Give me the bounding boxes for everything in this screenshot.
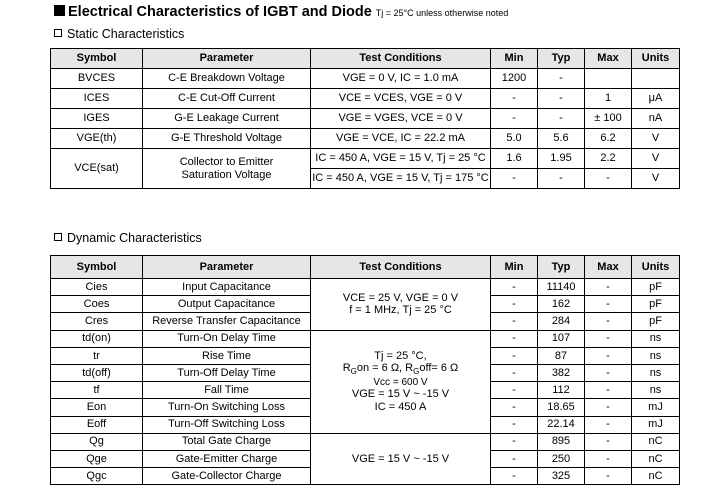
static-section-heading: [54, 27, 184, 41]
cell-symbol: VCE(sat): [51, 149, 143, 189]
parameter-line: Saturation Voltage: [181, 168, 272, 181]
cell-typ: 107: [538, 330, 585, 347]
cell-parameter: [143, 149, 311, 189]
table-header-row: [51, 49, 680, 69]
column-header-test-conditions: Test Conditions: [311, 49, 491, 69]
cell-conditions: VCE = VCES, VGE = 0 V: [311, 89, 491, 109]
cell-max: -: [585, 313, 632, 330]
static-section-title: Static Characteristics: [67, 27, 185, 41]
text-fragment: on = 6 Ω, R: [356, 362, 414, 375]
column-header-units: Units: [632, 49, 680, 69]
cell-min: -: [491, 450, 538, 467]
cell-unit: pF: [632, 279, 680, 296]
cell-max: 1: [585, 89, 632, 109]
cell-max: -: [585, 416, 632, 433]
column-header-parameter: Parameter: [143, 49, 311, 69]
cell-typ: -: [538, 109, 585, 129]
cell-max: -: [585, 347, 632, 364]
cell-unit: V: [632, 169, 680, 189]
cell-max: -: [585, 169, 632, 189]
cell-max: -: [585, 399, 632, 416]
cell-min: -: [491, 169, 538, 189]
cell-conditions: VGE = VGES, VCE = 0 V: [311, 109, 491, 129]
conditions-line-resistance: [311, 362, 490, 376]
dynamic-characteristics-table: [50, 255, 680, 485]
cell-unit: ns: [632, 364, 680, 381]
table-row: [51, 69, 680, 89]
cell-unit: nC: [632, 433, 680, 450]
cell-parameter: C-E Cut-Off Current: [143, 89, 311, 109]
cell-max: ± 100: [585, 109, 632, 129]
table-row: [51, 433, 680, 450]
cell-symbol: Cres: [51, 313, 143, 330]
cell-min: -: [491, 296, 538, 313]
cell-typ: 5.6: [538, 129, 585, 149]
dynamic-section-heading: [54, 231, 202, 245]
cell-unit: V: [632, 129, 680, 149]
cell-parameter: Rise Time: [143, 347, 311, 364]
cell-symbol: tf: [51, 382, 143, 399]
cell-min: 1.6: [491, 149, 538, 169]
cell-unit: nC: [632, 450, 680, 467]
cell-max: 6.2: [585, 129, 632, 149]
cell-unit: pF: [632, 313, 680, 330]
table-row: [51, 330, 680, 347]
cell-unit: nA: [632, 109, 680, 129]
cell-unit: mJ: [632, 416, 680, 433]
cell-typ: 325: [538, 468, 585, 485]
column-header-units: Units: [632, 256, 680, 279]
text-fragment: off= 6 Ω: [419, 362, 459, 375]
cell-parameter: G-E Leakage Current: [143, 109, 311, 129]
table-row: [51, 109, 680, 129]
cell-conditions: VGE = 0 V, IC = 1.0 mA: [311, 69, 491, 89]
cell-unit: pF: [632, 296, 680, 313]
cell-min: -: [491, 433, 538, 450]
title-text: Electrical Characteristics of IGBT and Diode: [68, 4, 372, 20]
cell-min: -: [491, 382, 538, 399]
column-header-typ: Typ: [538, 49, 585, 69]
cell-max: 2.2: [585, 149, 632, 169]
cell-max: -: [585, 364, 632, 381]
conditions-line: f = 1 MHz, Tj = 25 °C: [349, 304, 452, 317]
cell-conditions: VGE = VCE, IC = 22.2 mA: [311, 129, 491, 149]
column-header-symbol: Symbol: [51, 49, 143, 69]
cell-typ: 162: [538, 296, 585, 313]
cell-symbol: Eon: [51, 399, 143, 416]
document-title: [54, 4, 508, 20]
cell-min: -: [491, 347, 538, 364]
cell-symbol: td(on): [51, 330, 143, 347]
cell-min: -: [491, 364, 538, 381]
cell-symbol: Cies: [51, 279, 143, 296]
cell-symbol: Coes: [51, 296, 143, 313]
cell-parameter: Input Capacitance: [143, 279, 311, 296]
cell-typ: -: [538, 169, 585, 189]
cell-parameter: Turn-On Delay Time: [143, 330, 311, 347]
column-header-symbol: Symbol: [51, 256, 143, 279]
conditions-line: Vcc = 600 V: [373, 376, 428, 388]
conditions-line: IC = 450 A: [374, 400, 427, 413]
column-header-test-conditions: Test Conditions: [311, 256, 491, 279]
black-square-icon: [54, 5, 65, 16]
subscript: G: [413, 367, 420, 377]
cell-max: -: [585, 296, 632, 313]
cell-unit: ns: [632, 347, 680, 364]
cell-symbol: td(off): [51, 364, 143, 381]
table-row: [51, 279, 680, 296]
conditions-line: Tj = 25 °C,: [374, 349, 427, 362]
cell-parameter: Gate-Collector Charge: [143, 468, 311, 485]
cell-typ: -: [538, 89, 585, 109]
cell-max: -: [585, 330, 632, 347]
cell-parameter: Turn-Off Delay Time: [143, 364, 311, 381]
cell-typ: 18.65: [538, 399, 585, 416]
cell-unit: nC: [632, 468, 680, 485]
cell-conditions-switching: [311, 330, 491, 433]
column-header-min: Min: [491, 256, 538, 279]
hollow-square-icon: [54, 29, 62, 37]
cell-conditions-capacitance: [311, 279, 491, 331]
cell-typ: 112: [538, 382, 585, 399]
cell-parameter: Gate-Emitter Charge: [143, 450, 311, 467]
cell-typ: -: [538, 69, 585, 89]
dynamic-section-title: Dynamic Characteristics: [67, 231, 202, 245]
cell-unit: ns: [632, 382, 680, 399]
cell-max: [585, 69, 632, 89]
cell-parameter: Turn-Off Switching Loss: [143, 416, 311, 433]
column-header-typ: Typ: [538, 256, 585, 279]
cell-max: -: [585, 433, 632, 450]
cell-max: -: [585, 450, 632, 467]
cell-min: -: [491, 313, 538, 330]
cell-min: -: [491, 399, 538, 416]
parameter-line: Collector to Emitter: [179, 155, 274, 168]
cell-min: -: [491, 330, 538, 347]
cell-unit: μA: [632, 89, 680, 109]
hollow-square-icon: [54, 233, 62, 241]
column-header-max: Max: [585, 256, 632, 279]
cell-min: 1200: [491, 69, 538, 89]
cell-min: 5.0: [491, 129, 538, 149]
cell-min: -: [491, 89, 538, 109]
conditions-line: VCE = 25 V, VGE = 0 V: [342, 291, 459, 304]
cell-typ: 284: [538, 313, 585, 330]
cell-parameter: Reverse Transfer Capacitance: [143, 313, 311, 330]
cell-max: -: [585, 279, 632, 296]
cell-parameter: Output Capacitance: [143, 296, 311, 313]
table-row: [51, 129, 680, 149]
cell-parameter: Fall Time: [143, 382, 311, 399]
cell-symbol: Qge: [51, 450, 143, 467]
cell-unit: [632, 69, 680, 89]
cell-max: -: [585, 468, 632, 485]
text-fragment: R: [342, 362, 351, 375]
conditions-line: VGE = 15 V ~ -15 V: [351, 388, 450, 401]
cell-typ: 1.95: [538, 149, 585, 169]
cell-conditions: IC = 450 A, VGE = 15 V, Tj = 25 °C: [311, 149, 491, 169]
cell-parameter: Turn-On Switching Loss: [143, 399, 311, 416]
cell-conditions-gate-charge: VGE = 15 V ~ -15 V: [311, 433, 491, 485]
cell-typ: 87: [538, 347, 585, 364]
static-characteristics-table: [50, 48, 680, 189]
cell-typ: 250: [538, 450, 585, 467]
cell-min: -: [491, 279, 538, 296]
table-header-row: [51, 256, 680, 279]
cell-symbol: ICES: [51, 89, 143, 109]
cell-conditions: IC = 450 A, VGE = 15 V, Tj = 175 °C: [311, 169, 491, 189]
table-row: [51, 149, 680, 169]
cell-min: -: [491, 416, 538, 433]
cell-unit: V: [632, 149, 680, 169]
cell-symbol: tr: [51, 347, 143, 364]
cell-unit: mJ: [632, 399, 680, 416]
column-header-min: Min: [491, 49, 538, 69]
column-header-parameter: Parameter: [143, 256, 311, 279]
cell-min: -: [491, 468, 538, 485]
cell-symbol: Qgc: [51, 468, 143, 485]
cell-typ: 382: [538, 364, 585, 381]
cell-typ: 895: [538, 433, 585, 450]
cell-unit: ns: [632, 330, 680, 347]
table-row: [51, 89, 680, 109]
cell-symbol: BVCES: [51, 69, 143, 89]
cell-max: -: [585, 382, 632, 399]
subscript: G: [350, 367, 357, 377]
cell-parameter: Total Gate Charge: [143, 433, 311, 450]
cell-symbol: IGES: [51, 109, 143, 129]
cell-parameter: C-E Breakdown Voltage: [143, 69, 311, 89]
cell-symbol: Qg: [51, 433, 143, 450]
cell-min: -: [491, 109, 538, 129]
title-note: Tj = 25°C unless otherwise noted: [375, 8, 509, 18]
cell-typ: 11140: [538, 279, 585, 296]
cell-parameter: G-E Threshold Voltage: [143, 129, 311, 149]
cell-symbol: Eoff: [51, 416, 143, 433]
column-header-max: Max: [585, 49, 632, 69]
cell-symbol: VGE(th): [51, 129, 143, 149]
cell-typ: 22.14: [538, 416, 585, 433]
